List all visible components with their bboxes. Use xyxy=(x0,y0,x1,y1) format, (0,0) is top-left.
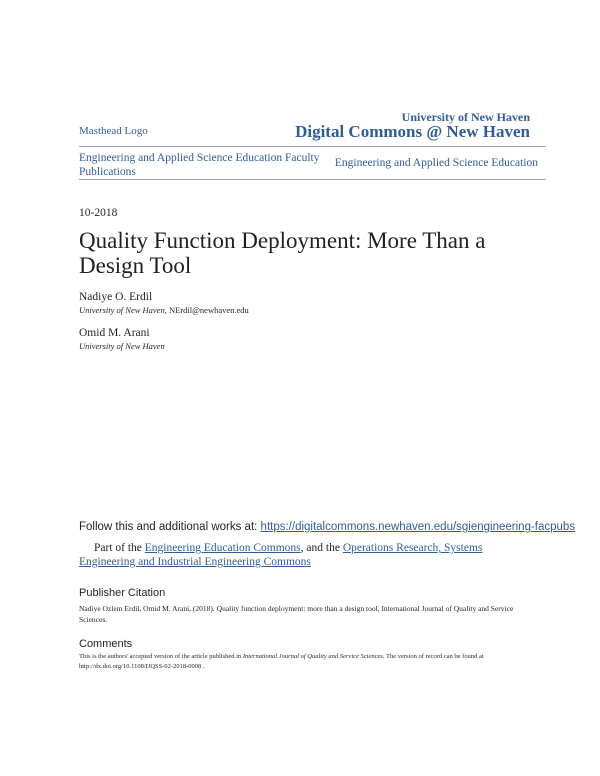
part-of-line xyxy=(79,541,519,569)
follow-label: Follow this and additional works at: xyxy=(79,521,261,533)
university-link[interactable]: University of New Haven xyxy=(401,110,530,124)
operations-research-commons-link[interactable]: Operations Research, Systems Engineering and Industrial Engineering Commons xyxy=(79,542,483,568)
article-title: Quality Function Deployment: More Than a Design Tool xyxy=(79,228,486,278)
part-of-middle: , and the xyxy=(300,542,343,554)
journal-name: International Journal of Quality and Service Sciences xyxy=(242,653,383,660)
publication-date: 10-2018 xyxy=(79,207,118,219)
author-affiliation: University of New Haven, NErdil@newhaven.edu xyxy=(79,305,249,315)
author-email[interactable]: , NErdil@newhaven.edu xyxy=(164,305,249,315)
publisher-citation-heading: Publisher Citation xyxy=(79,587,166,599)
author-name: Nadiye O. Erdil xyxy=(79,291,153,303)
engineering-education-commons-link[interactable]: Engineering Education Commons xyxy=(144,542,301,554)
author-block xyxy=(79,291,249,315)
part-of-prefix: Part of the xyxy=(94,542,145,554)
author-name: Omid M. Arani xyxy=(79,327,150,339)
comments-text: This is the authors' accepted version of the article published in International Journal of Quality and Service Sciences. The version of record can be found at http://dx.doi.org/10.1108/IJQSS-02-2018-0008 . xyxy=(79,653,484,670)
follow-url-link[interactable]: https://digitalcommons.newhaven.edu/sgiengineering-facpubs xyxy=(260,521,576,533)
comments-heading: Comments xyxy=(79,638,133,650)
author-block xyxy=(79,327,165,351)
masthead-logo-link[interactable]: Masthead Logo xyxy=(79,125,148,137)
author-affiliation: University of New Haven xyxy=(79,341,165,351)
collection-link[interactable]: Engineering and Applied Science Education Faculty Publications xyxy=(79,152,320,178)
follow-line xyxy=(79,521,575,533)
repository-link[interactable]: Digital Commons @ New Haven xyxy=(295,122,530,141)
divider-top xyxy=(79,146,546,147)
divider-bottom xyxy=(79,179,546,180)
department-link[interactable]: Engineering and Applied Science Education xyxy=(334,157,538,169)
publisher-citation-text: Nadiye Ozlem Erdil, Omid M. Arani, (2018). Quality function deployment: more than a design tool, International Journal of Quality and Service Sciences. xyxy=(79,604,514,624)
